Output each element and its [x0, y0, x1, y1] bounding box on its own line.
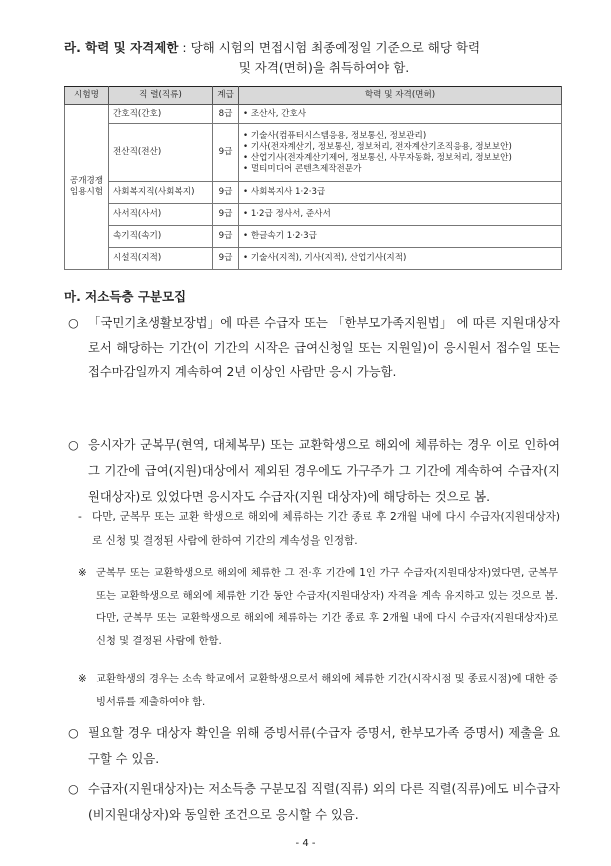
paragraph-other-series: ○ 수급자(지원대상자)는 저소득층 구분모집 직렬(직류) 외의 다른 직렬(직류)에도 비수급자(비지원대상자)와 동일한 조건으로 응시할 수 있음.: [68, 776, 560, 828]
section-ra: [64, 38, 564, 78]
paragraph-military-exchange: ○ 응시자가 군복무(현역, 대체복무) 또는 교환학생으로 해외에 체류하는 경우 이로 인하여 그 기간에 급여(지원)대상에서 제외된 경우에도 가구주가 그 기간에 계속하여 수급자(지원대상자)로 있었다면 응시자도 수급자(지원 대상자)에 해당하는 것으로 봄.: [68, 432, 560, 510]
dash-mark: -: [78, 511, 82, 523]
qual-item: • 기사(전자계산기, 정보통신, 정보처리, 전자계산기조직응용, 정보보안): [243, 142, 557, 153]
bullet-circle: ○: [68, 726, 79, 740]
quals-cell: [239, 124, 562, 182]
exam-name-cell: 공개경쟁 임용시험: [65, 105, 109, 270]
series-cell: 사회복지직(사회복지): [109, 182, 213, 204]
table-header-quals: 학력 및 자격(면허): [239, 87, 562, 105]
paragraph-eligibility: ○ 「국민기초생활보장법」에 따른 수급자 또는 「한부모가족지원법」 에 따른 지원대상자로서 해당하는 기간(이 기간의 시작은 급여신청일 또는 지원일)이 응시원서 접수일 또는 접수마감일까지 계속하여 2년 이상인 사람만 응시 가능함.: [68, 311, 560, 385]
qual-item: • 기술사(지적), 기사(지적), 산업기사(지적): [243, 253, 557, 264]
paragraph-continuity: - 다만, 군복무 또는 교환 학생으로 해외에 체류하는 기간 종료 후 2개월 내에 다시 수급자(지원대상자)로 신청 및 결정된 사람에 한하여 기간의 계속성을 인정함.: [78, 505, 560, 553]
section-ma-title: 마. 저소득층 구분모집: [64, 289, 187, 304]
table-header-exam: 시험명: [65, 87, 109, 105]
table-header-row: [65, 87, 562, 105]
qual-item: • 멀티미디어 콘텐츠제작전문가: [243, 164, 557, 175]
grade-cell: 9급: [213, 248, 239, 270]
paragraph-proof-documents: ○ 필요할 경우 대상자 확인을 위해 증빙서류(수급자 증명서, 한부모가족 증명서) 제출을 요구할 수 있음.: [68, 720, 560, 772]
note-mark: ※: [78, 567, 87, 579]
bullet-circle: ○: [68, 438, 79, 452]
series-cell: 전산직(전산): [109, 124, 213, 182]
page-number: - 4 -: [295, 838, 316, 849]
grade-cell: 9급: [213, 124, 239, 182]
section-ra-text-line2: 및 자격(면허)을 취득하여야 함.: [238, 60, 410, 75]
series-cell: 간호직(간호): [109, 105, 213, 124]
qual-item: • 1·2급 정사서, 준사서: [243, 209, 557, 220]
table-header-grade: 계급: [213, 87, 239, 105]
series-cell: 사서직(사서): [109, 204, 213, 226]
table-row: [65, 226, 562, 248]
section-ra-title: 라. 학력 및 자격제한: [64, 40, 179, 55]
qual-item: • 기술사(컴퓨터시스템응용, 정보통신, 정보관리): [243, 131, 557, 142]
qual-item: • 한글속기 1·2·3급: [243, 231, 557, 242]
qualification-table: [64, 86, 562, 270]
grade-cell: 9급: [213, 226, 239, 248]
note-single-household: ※ 군복무 또는 교환학생으로 해외에 체류한 그 전·후 기간에 1인 가구 수급자(지원대상자)였다면, 군복무 또는 교환학생으로 해외에 체류한 기간 동안 수급자(지원대상자) 자격을 계속 유지하고 있는 것으로 봄. 다만, 군복무 또는 교환학생으로 해외에 체류하는 기간 종료 후 2개월 내에 다시 수급자(지원대상자)로 신청 및 결정된 사람에 한함.: [78, 562, 558, 652]
table-row: [65, 105, 562, 124]
section-ra-text-line1: : 당해 시험의 면접시험 최종예정일 기준으로 해당 학력: [178, 40, 481, 55]
quals-cell: [239, 105, 562, 124]
series-cell: 시설직(지적): [109, 248, 213, 270]
note-mark: ※: [78, 673, 87, 685]
quals-cell: [239, 204, 562, 226]
table-row: [65, 204, 562, 226]
note-exchange-student: ※ 교환학생의 경우는 소속 학교에서 교환학생으로서 해외에 체류한 기간(시작시점 및 종료시점)에 대한 증빙서류를 제출하여야 함.: [78, 668, 558, 713]
grade-cell: 9급: [213, 182, 239, 204]
grade-cell: 9급: [213, 204, 239, 226]
bullet-circle: ○: [68, 316, 79, 330]
qual-item: • 산업기사(전자계산기제어, 정보통신, 사무자동화, 정보처리, 정보보안): [243, 153, 557, 164]
quals-cell: [239, 226, 562, 248]
qual-item: • 조산사, 간호사: [243, 109, 557, 120]
quals-cell: [239, 248, 562, 270]
table-row: [65, 124, 562, 182]
bullet-circle: ○: [68, 782, 79, 796]
table-row: [65, 248, 562, 270]
table-row: [65, 182, 562, 204]
series-cell: 속기직(속기): [109, 226, 213, 248]
quals-cell: [239, 182, 562, 204]
table-header-series: 직 렬(직류): [109, 87, 213, 105]
grade-cell: 8급: [213, 105, 239, 124]
qual-item: • 사회복지사 1·2·3급: [243, 187, 557, 198]
